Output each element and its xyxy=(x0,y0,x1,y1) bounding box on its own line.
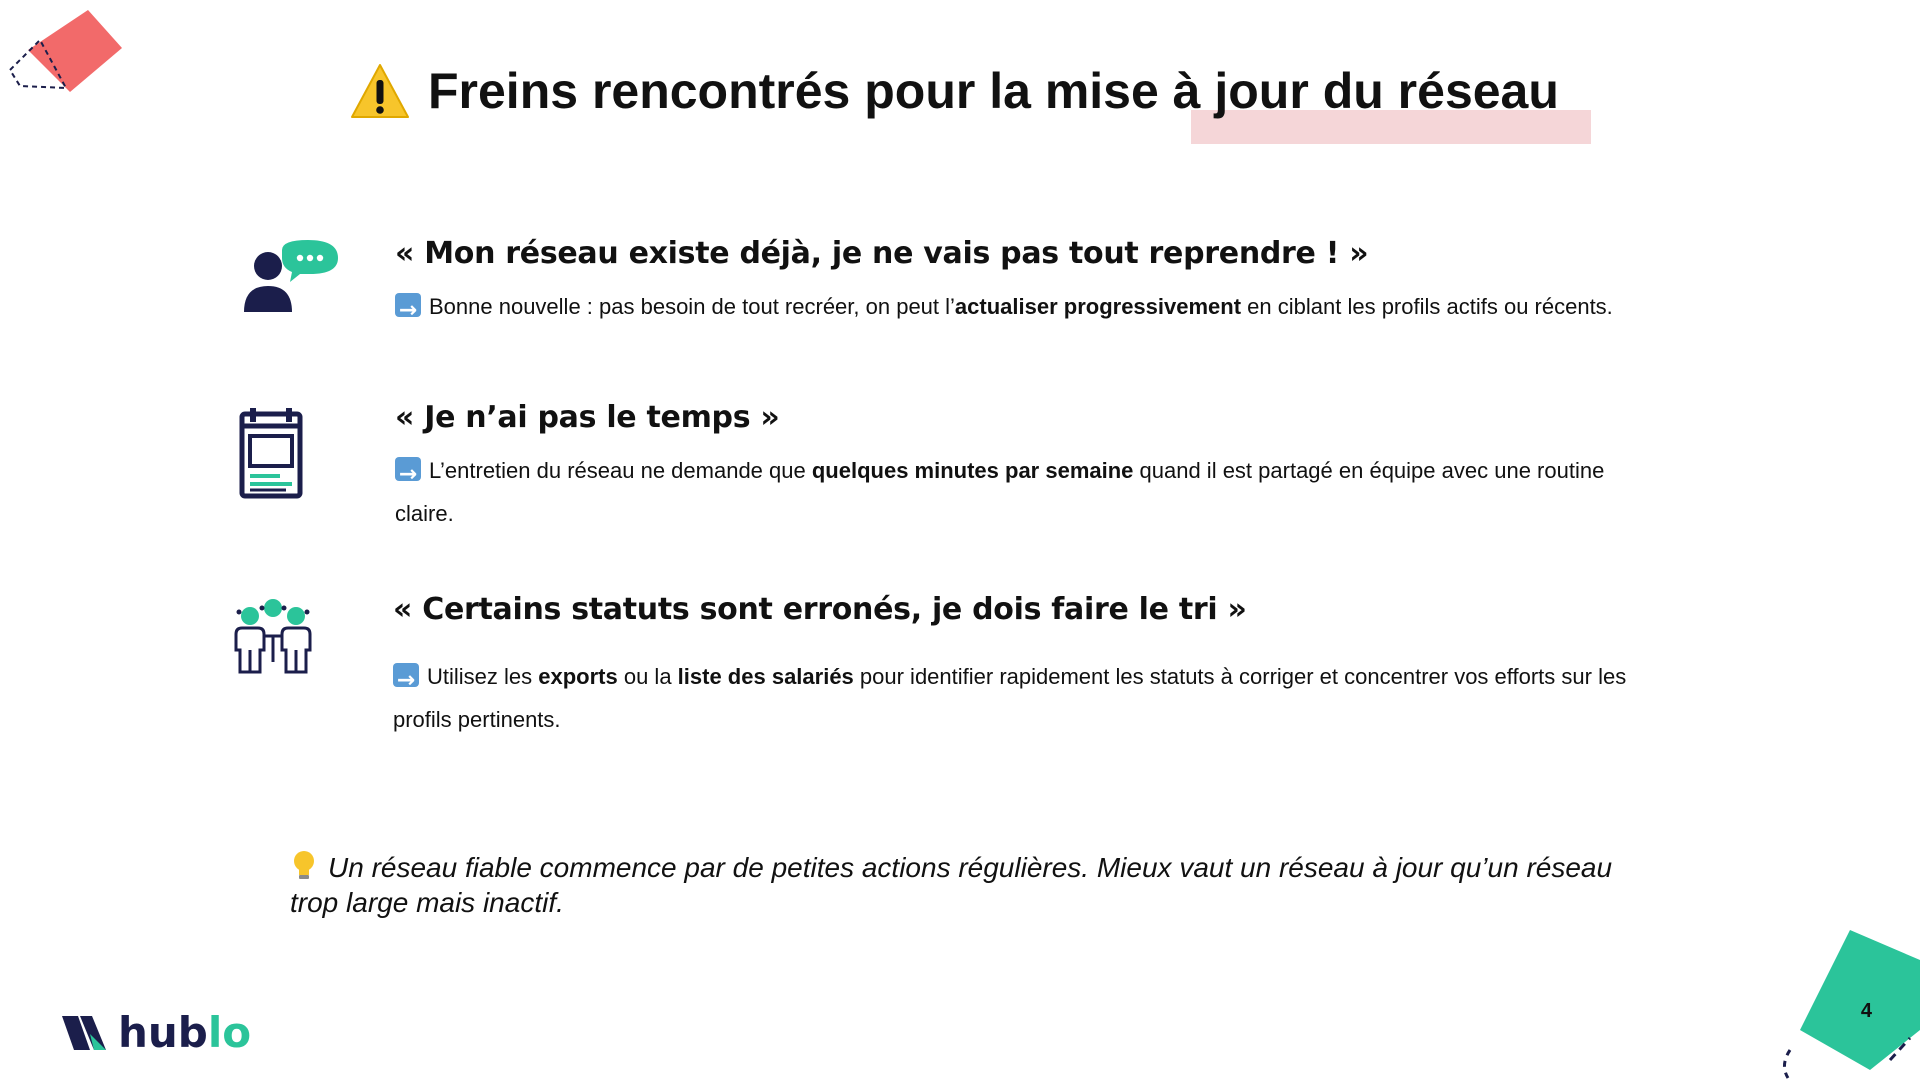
logo-text: hublo xyxy=(118,1008,252,1057)
item-text: →L’entretien du réseau ne demande que quelques minutes par semaine quand il est partagé en équipe avec une routine claire. xyxy=(395,449,1665,535)
corner-decoration-bottom-right xyxy=(1770,920,1920,1080)
title-area xyxy=(350,62,1650,142)
page-title: Freins rencontrés pour la mise à jour du réseau xyxy=(428,63,1559,119)
arrow-right-icon xyxy=(395,293,421,317)
page-number: 4 xyxy=(1860,1000,1872,1022)
team-icon xyxy=(230,592,340,702)
item-heading: « Certains statuts sont erronés, je dois faire le tri » xyxy=(393,592,1247,627)
arrow-right-icon xyxy=(395,457,421,481)
item-text: →Utilisez les exports ou la liste des salariés pour identifier rapidement les statuts à corriger et concentrer vos efforts sur les profils pertinents. xyxy=(393,655,1663,741)
warning-icon xyxy=(350,62,410,120)
hublo-logo-icon xyxy=(60,1012,110,1054)
lightbulb-icon xyxy=(290,849,318,881)
corner-decoration-top-left xyxy=(0,0,140,110)
calendar-icon xyxy=(230,400,340,510)
item-text: →Bonne nouvelle : pas besoin de tout recréer, on peut l’actualiser progressivement en ciblant les profils actifs ou récents. xyxy=(395,285,1665,328)
arrow-right-icon xyxy=(393,663,419,687)
person-speech-icon xyxy=(230,236,340,346)
hublo-logo xyxy=(60,1008,251,1057)
tip-text: Un réseau fiable commence par de petites actions régulières. Mieux vaut un réseau à jour qu’un réseau trop large mais inactif. xyxy=(290,852,1613,918)
item-heading: « Je n’ai pas le temps » xyxy=(395,400,780,435)
item-heading: « Mon réseau existe déjà, je ne vais pas tout reprendre ! » xyxy=(395,236,1369,271)
tip-callout xyxy=(290,849,1620,920)
